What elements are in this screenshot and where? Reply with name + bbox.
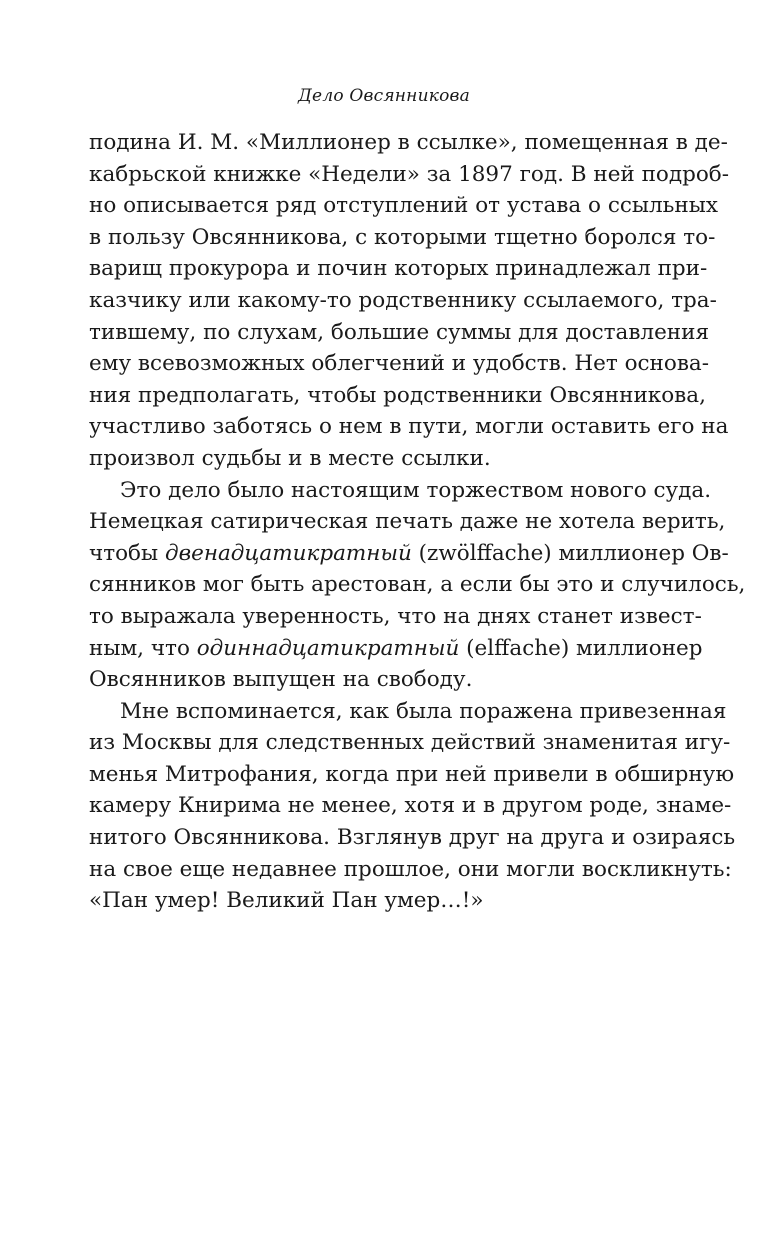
text-line — [89, 854, 732, 886]
text-line — [89, 285, 717, 317]
text-line — [89, 475, 712, 507]
text-line — [89, 380, 706, 412]
running-head: Дело Овсянникова — [298, 86, 470, 106]
text-line — [89, 696, 727, 728]
text-run: варищ прокурора и почин которых принадлежал при- — [89, 256, 708, 282]
text-line — [89, 727, 731, 759]
text-line — [89, 506, 726, 538]
text-line — [89, 317, 710, 349]
text-line — [89, 822, 736, 854]
text-run: казчику или какому-то родственнику ссылаемого, тра- — [89, 287, 717, 313]
body-text — [89, 127, 746, 917]
text-run: Овсянников выпущен на свободу. — [89, 667, 473, 693]
italic-term: одиннадцатикратный — [196, 635, 460, 661]
text-line — [89, 885, 653, 917]
text-run: Мне вспоминается, как была поражена привезенная — [120, 698, 727, 724]
text-line — [89, 411, 729, 443]
text-run: произвол судьбы и в месте ссылки. — [89, 445, 491, 471]
paragraph — [89, 127, 730, 475]
text-run: Немецкая сатирическая печать даже не хотела верить, — [89, 509, 726, 535]
text-line — [89, 601, 702, 633]
text-run: в пользу Овсянникова, с которыми тщетно боролся то- — [89, 224, 716, 250]
text-run: (elffache) миллионер — [459, 635, 703, 661]
text-line — [89, 348, 710, 380]
text-line — [89, 443, 653, 475]
text-line — [89, 759, 735, 791]
text-run: ния предполагать, чтобы родственники Овсянникова, — [89, 382, 706, 408]
paragraph — [89, 696, 736, 917]
text-line — [89, 190, 718, 222]
text-run: из Москвы для следственных действий знаменитая игу- — [89, 730, 731, 756]
text-line — [89, 538, 729, 570]
text-run: ным, что — [89, 635, 197, 661]
text-run: на свое еще недавнее прошлое, они могли воскликнуть: — [89, 856, 732, 882]
text-run: менья Митрофания, когда при ней привели в обширную — [89, 761, 735, 787]
text-run: нитого Овсянникова. Взглянув друг на друга и озираясь — [89, 825, 736, 851]
text-run: Это дело было настоящим торжеством нового суда. — [120, 477, 712, 503]
text-run: (zwölffache) миллионер Ов- — [411, 540, 729, 566]
text-run: «Пан умер! Великий Пан умер…!» — [89, 888, 484, 914]
text-run: подина И. М. «Миллионер в ссылке», помещенная в де- — [89, 130, 728, 155]
text-run: но описывается ряд отступлений от устава о ссыльных — [89, 193, 718, 219]
text-run: камеру Книрима не менее, хотя и в другом роде, знаме- — [89, 793, 732, 819]
text-line — [89, 253, 708, 285]
text-run: кабрьской книжке «Недели» за 1897 год. В ней подроб- — [89, 161, 730, 187]
text-line — [89, 664, 653, 696]
text-line — [89, 159, 730, 191]
text-line — [89, 127, 728, 159]
paragraph — [89, 475, 746, 696]
text-line — [89, 633, 703, 665]
text-run: сянников мог быть арестован, а если бы это и случилось, — [89, 572, 746, 598]
text-run: чтобы — [89, 540, 165, 566]
text-run: тившему, по слухам, большие суммы для доставления — [89, 319, 710, 345]
text-run: участливо заботясь о нем в пути, могли оставить его на — [89, 414, 729, 440]
text-line — [89, 222, 716, 254]
italic-term: двенадцатикратный — [164, 540, 412, 566]
text-run: то выражала уверенность, что на днях станет извест- — [89, 603, 702, 629]
text-run: ему всевозможных облегчений и удобств. Нет основа- — [89, 351, 710, 377]
text-line — [89, 569, 746, 601]
text-line — [89, 790, 732, 822]
